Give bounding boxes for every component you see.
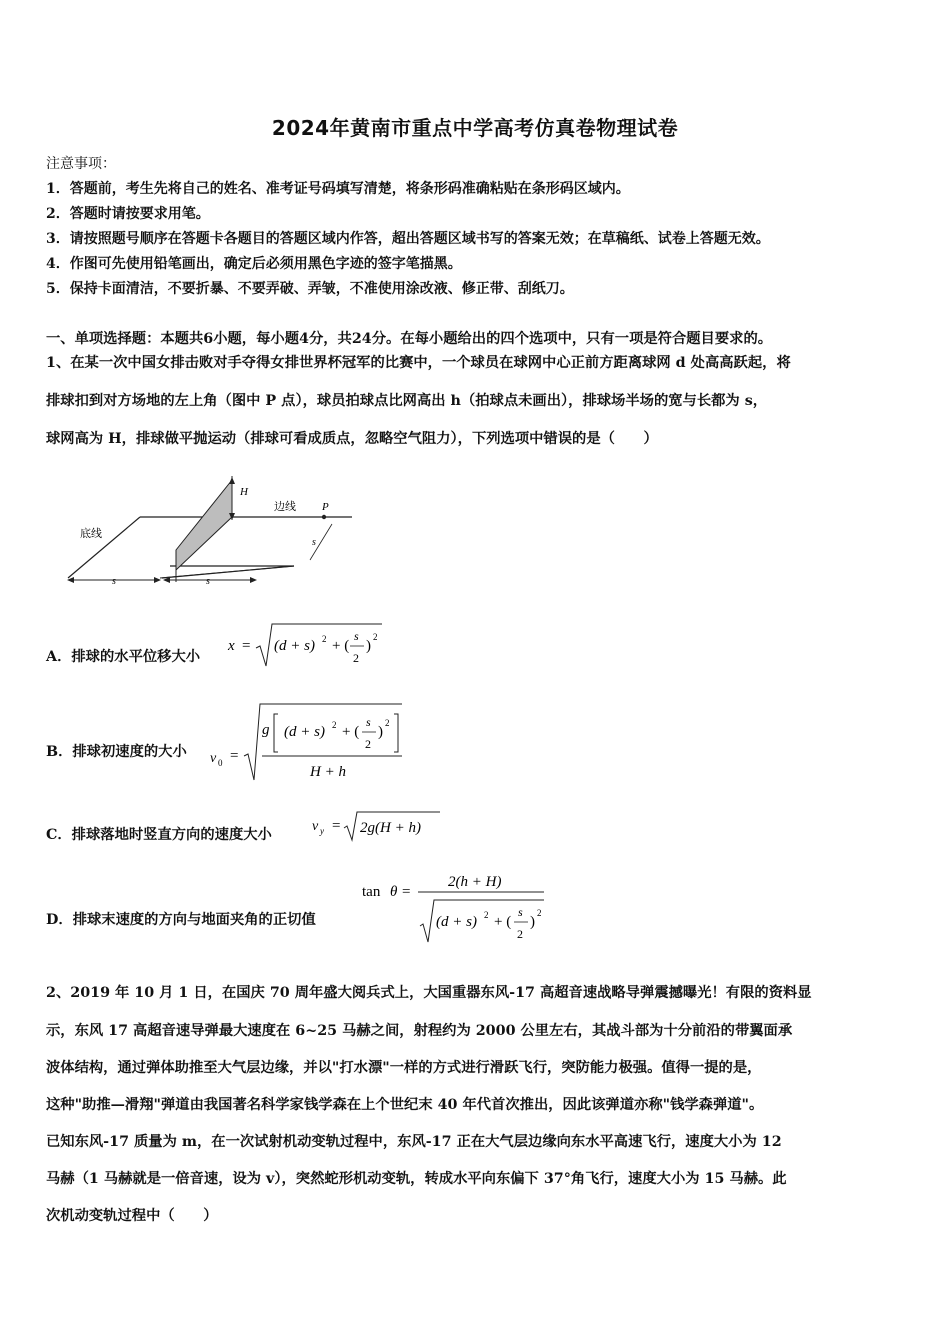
svg-text:2: 2 — [365, 737, 371, 751]
svg-text:0: 0 — [218, 758, 223, 768]
q2-line: 已知东风-17 质量为 m，在一次试射机动变轨过程中，东风-17 正在大气层边缘向东水平高速飞行，速度大小为 12 — [46, 1134, 782, 1150]
q2-line: 马赫（1 马赫就是一倍音速，设为 v），突然蛇形机动变轨，转成水平向东偏下 37°角飞行，速度大小为 15 马赫。此 — [46, 1171, 787, 1187]
formula-a — [226, 620, 386, 670]
svg-text:2: 2 — [517, 927, 523, 941]
label-sideline: 边线 — [274, 501, 296, 513]
q1-line: 球网高为 H，排球做平抛运动（排球可看成质点，忽略空气阻力），下列选项中错误的是（ ） — [46, 431, 658, 447]
label-s-right: s — [206, 576, 210, 587]
svg-text:(d + s): (d + s) — [284, 724, 325, 740]
formula-d — [358, 866, 548, 948]
svg-text:2: 2 — [537, 908, 542, 918]
svg-text:v: v — [312, 819, 319, 834]
q2-line: 2、2019 年 10 月 1 日，在国庆 70 周年盛大阅兵式上，大国重器东风-17 高超音速战略导弹震撼曝光！有限的资料显 — [46, 985, 812, 1001]
svg-text:2: 2 — [373, 632, 378, 642]
option-d — [46, 909, 316, 929]
court-near-edge-2 — [160, 566, 294, 578]
svg-text:2: 2 — [353, 651, 359, 665]
option-a — [46, 646, 200, 666]
q1-line: 1、在某一次中国女排击败对手夺得女排世界杯冠军的比赛中，一个球员在球网中心正前方距离球网 d 处高高跃起，将 — [46, 355, 791, 371]
option-c-text: C．排球落地时竖直方向的速度大小 — [46, 827, 272, 843]
section-heading: 一、单项选择题：本题共6小题，每小题4分，共24分。在每小题给出的四个选项中，只有一项是符合题目要求的。 — [46, 331, 773, 347]
svg-text:θ: θ — [390, 884, 398, 900]
svg-text:+ (: + ( — [494, 914, 512, 930]
label-s-left: s — [112, 576, 116, 587]
svg-text:2g(H + h): 2g(H + h) — [360, 820, 421, 836]
court-left-edge — [68, 517, 140, 578]
svg-text:=: = — [230, 748, 239, 764]
q2-line: 次机动变轨过程中（ ） — [46, 1208, 218, 1224]
notes-item: 5．保持卡面清洁，不要折暴、不要弄破、弄皱，不准使用涂改液、修正带、刮纸刀。 — [46, 281, 574, 297]
svg-text:s: s — [354, 629, 359, 643]
formula-b — [208, 700, 408, 782]
option-b-text: B．排球初速度的大小 — [46, 744, 187, 760]
h-arrow-up — [229, 477, 235, 484]
net — [176, 480, 232, 570]
svg-text:(d + s): (d + s) — [436, 914, 477, 930]
svg-text:2: 2 — [322, 634, 327, 644]
notes-item: 1．答题前，考生先将自己的姓名、准考证号码填写清楚，将条形码准确粘贴在条形码区域内。 — [46, 181, 630, 197]
svg-text:2(h + H): 2(h + H) — [448, 874, 502, 890]
svg-text:): ) — [366, 638, 371, 654]
svg-text:tan: tan — [362, 884, 381, 900]
q1-line: 排球扣到对方场地的左上角（图中 P 点），球员拍球点比网高出 h（拍球点未画出），排球场半场的宽与长都为 s， — [46, 393, 768, 409]
option-d-text: D．排球末速度的方向与地面夹角的正切值 — [46, 912, 316, 928]
court-figure — [60, 470, 360, 590]
svg-text:=: = — [402, 884, 411, 900]
svg-text:2: 2 — [385, 718, 390, 728]
svg-text:s: s — [366, 715, 371, 729]
option-b — [46, 741, 187, 761]
notes-item: 2．答题时请按要求用笔。 — [46, 206, 210, 222]
svg-text:v: v — [210, 751, 217, 766]
label-H: H — [240, 486, 248, 498]
q2-line: 波体结构，通过弹体助推至大气层边缘，并以"打水漂"一样的方式进行滑跃飞行，突防能力极强。值得一提的是， — [46, 1060, 762, 1076]
q2-line: 这种"助推—滑翔"弹道由我国著名科学家钱学森在上个世纪末 40 年代首次推出，因此该弹道亦称"钱学森弹道"。 — [46, 1097, 764, 1113]
page-title: 2024年黄南市重点中学高考仿真卷物理试卷 — [271, 116, 679, 140]
svg-text:=: = — [332, 818, 341, 834]
label-baseline: 底线 — [80, 528, 102, 540]
svg-text:): ) — [378, 724, 383, 740]
svg-text:y: y — [320, 826, 324, 836]
svg-text:x: x — [228, 638, 235, 654]
label-s-side: s — [312, 537, 316, 548]
svg-text:H + h: H + h — [310, 764, 346, 780]
formula-c — [310, 808, 450, 844]
label-P: P — [322, 501, 329, 513]
option-c — [46, 824, 272, 844]
notes-item: 3．请按照题号顺序在答题卡各题目的答题区域内作答，超出答题区域书写的答案无效；在草稿纸、试卷上答题无效。 — [46, 231, 770, 247]
notes-item: 4．作图可先使用铅笔画出，确定后必须用黑色字迹的签字笔描黑。 — [46, 256, 462, 272]
option-a-text: A．排球的水平位移大小 — [46, 649, 201, 665]
svg-text:+ (: + ( — [342, 724, 360, 740]
svg-text:g: g — [262, 722, 270, 738]
svg-text:=: = — [242, 638, 251, 654]
svg-text:): ) — [530, 914, 535, 930]
point-P — [322, 515, 326, 519]
svg-text:2: 2 — [332, 720, 337, 730]
svg-text:(d + s): (d + s) — [274, 638, 315, 654]
svg-text:2: 2 — [484, 910, 489, 920]
svg-text:s: s — [518, 905, 523, 919]
svg-text:+ (: + ( — [332, 638, 350, 654]
notes-heading: 注意事项： — [46, 156, 116, 172]
q2-line: 示，东风 17 高超音速导弹最大速度在 6~25 马赫之间，射程约为 2000 公里左右，其战斗部为十分前沿的带翼面承 — [46, 1023, 793, 1039]
